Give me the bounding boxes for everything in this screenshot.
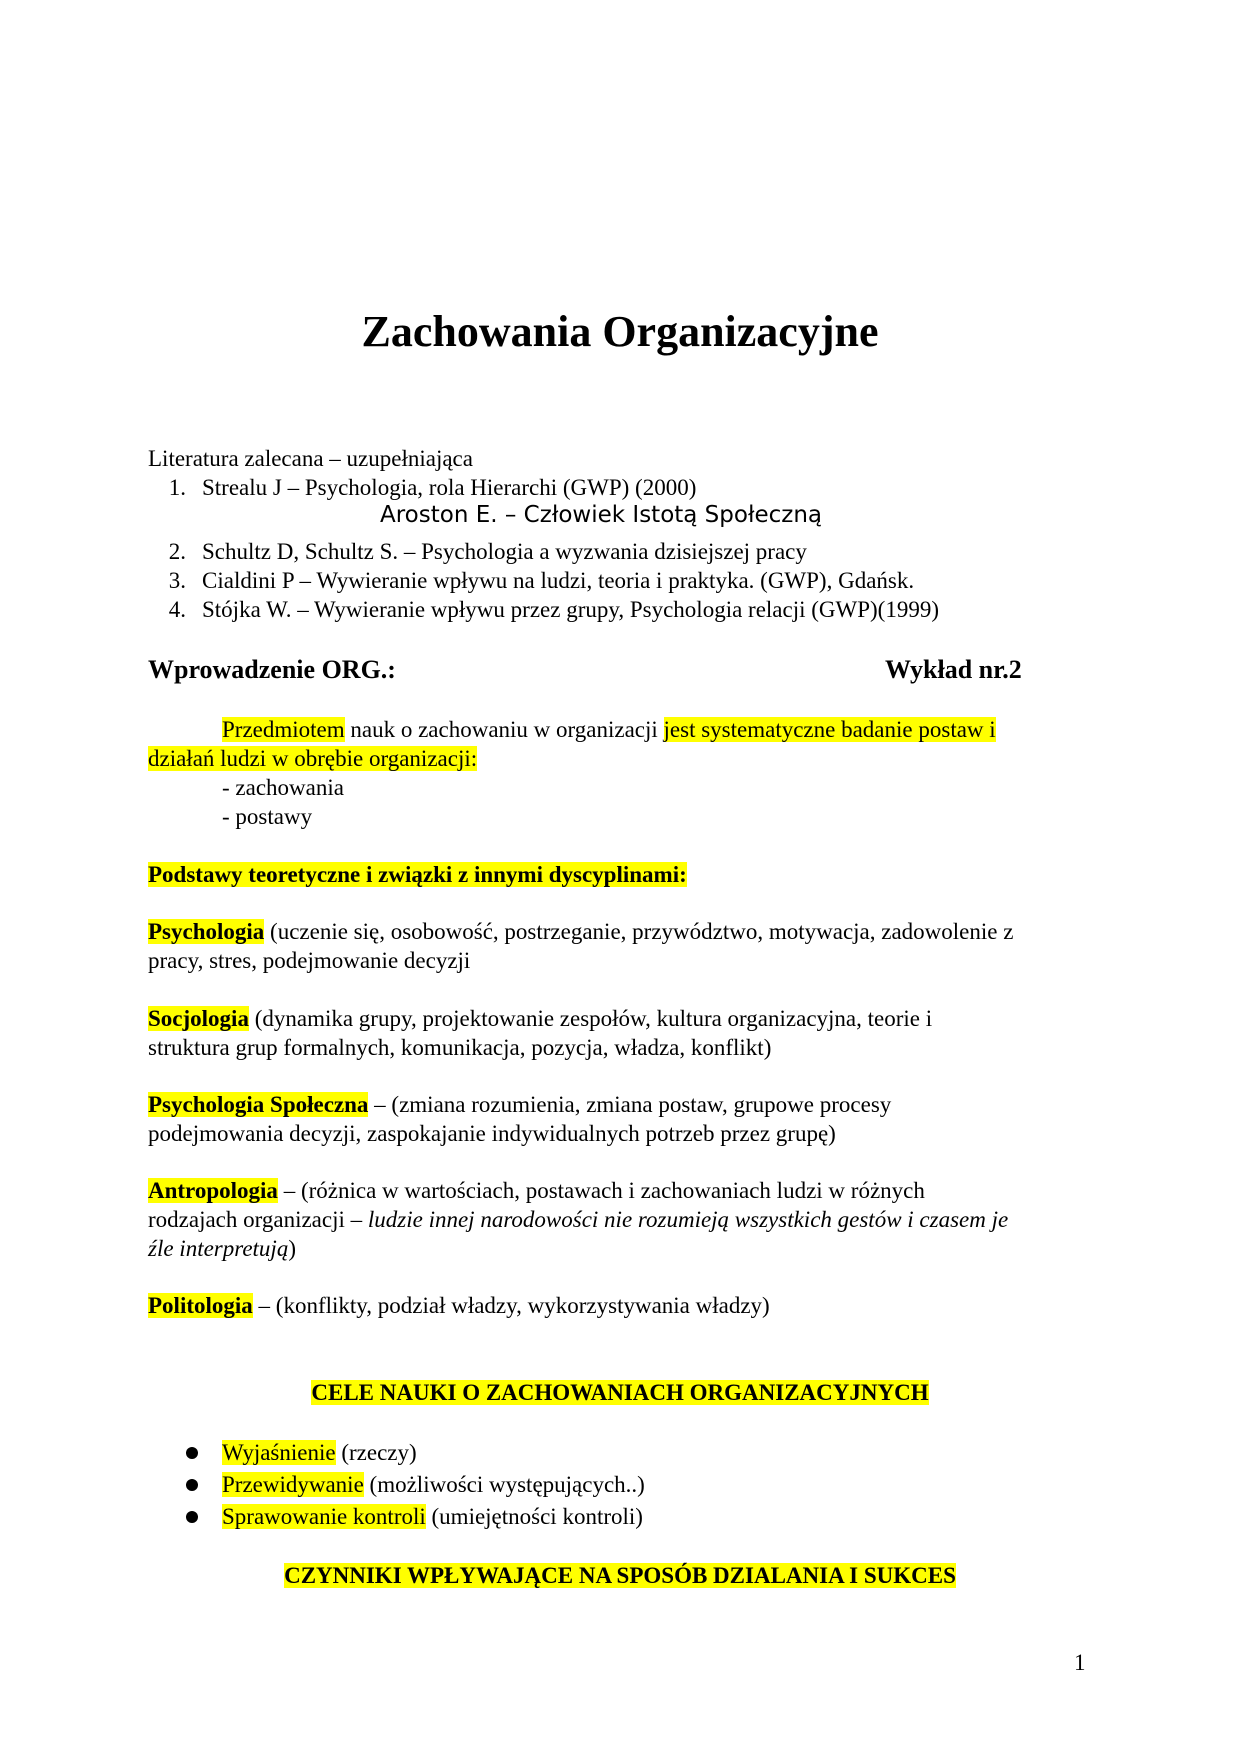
discipline-psych-spol-cont: podejmowania decyzji, zaspokajanie indywidualnych potrzeb przez grupę): [148, 1121, 836, 1146]
discipline-antropologia-cont: źle interpretują): [148, 1236, 296, 1261]
bullet-icon: [186, 1447, 198, 1459]
discipline-psych-spol: Psychologia Społeczna – (zmiana rozumienia, zmiana postaw, grupowe procesy: [148, 1092, 892, 1117]
discipline-socjologia: Socjologia (dynamika grupy, projektowanie zespołów, kultura organizacyjna, teorie i: [148, 1006, 933, 1031]
discipline-antropologia: Antropologia – (różnica w wartościach, postawach i zachowaniach ludzi w różnych: [148, 1178, 925, 1203]
literature-item: 2. Schultz D, Schultz S. – Psychologia a wyzwania dzisiejszej pracy: [168, 539, 807, 564]
intro-line-1: Przedmiotem nauk o zachowaniu w organizacji jest systematyczne badanie postaw i: [222, 717, 996, 742]
discipline-socjologia-cont: struktura grup formalnych, komunikacja, pozycja, władza, konflikt): [148, 1035, 772, 1060]
intro-list-item: - zachowania: [222, 775, 344, 800]
discipline-politologia: Politologia – (konflikty, podział władzy, wykorzystywania władzy): [148, 1293, 770, 1318]
bullet-icon: [186, 1511, 198, 1523]
intro-line-2: działań ludzi w obrębie organizacji:: [148, 746, 478, 771]
bullet-icon: [186, 1479, 198, 1491]
disciplines-heading: Podstawy teoretyczne i związki z innymi dyscyplinami:: [148, 862, 687, 887]
section-heading-right: Wykład nr.2: [885, 655, 1022, 684]
intro-list-item: - postawy: [222, 804, 313, 829]
literature-item: 4. Stójka W. – Wywieranie wpływu przez grupy, Psychologia relacji (GWP)(1999): [168, 597, 939, 622]
goal-item: Sprawowanie kontroli (umiejętności kontroli): [186, 1502, 643, 1531]
discipline-psychologia-cont: pracy, stres, podejmowanie decyzji: [148, 948, 471, 973]
section-heading-left: Wprowadzenie ORG.:: [148, 655, 396, 684]
page-number: 1: [1074, 1650, 1086, 1675]
document-title: Zachowania Organizacyjne: [361, 307, 879, 356]
literature-item: Aroston E. – Człowiek Istotą Społeczną: [380, 502, 823, 528]
goal-item: Przewidywanie (możliwości występujących..): [186, 1470, 645, 1499]
literature-item: 1. Strealu J – Psychologia, rola Hierarchi (GWP) (2000): [168, 475, 697, 500]
discipline-psychologia: Psychologia (uczenie się, osobowość, postrzeganie, przywództwo, motywacja, zadowolenie z: [148, 919, 1014, 944]
goal-item: Wyjaśnienie (rzeczy): [186, 1438, 417, 1467]
literature-heading: Literatura zalecana – uzupełniająca: [148, 446, 473, 471]
goals-heading: CELE NAUKI O ZACHOWANIACH ORGANIZACYJNYCH: [311, 1380, 929, 1405]
factors-heading: CZYNNIKI WPŁYWAJĄCE NA SPOSÓB DZIALANIA I SUKCES: [284, 1563, 956, 1588]
literature-item: 3. Cialdini P – Wywieranie wpływu na ludzi, teoria i praktyka. (GWP), Gdańsk.: [168, 568, 915, 593]
discipline-antropologia-cont: rodzajach organizacji – ludzie innej narodowości nie rozumieją wszystkich gestów i czasem je: [148, 1207, 1009, 1232]
